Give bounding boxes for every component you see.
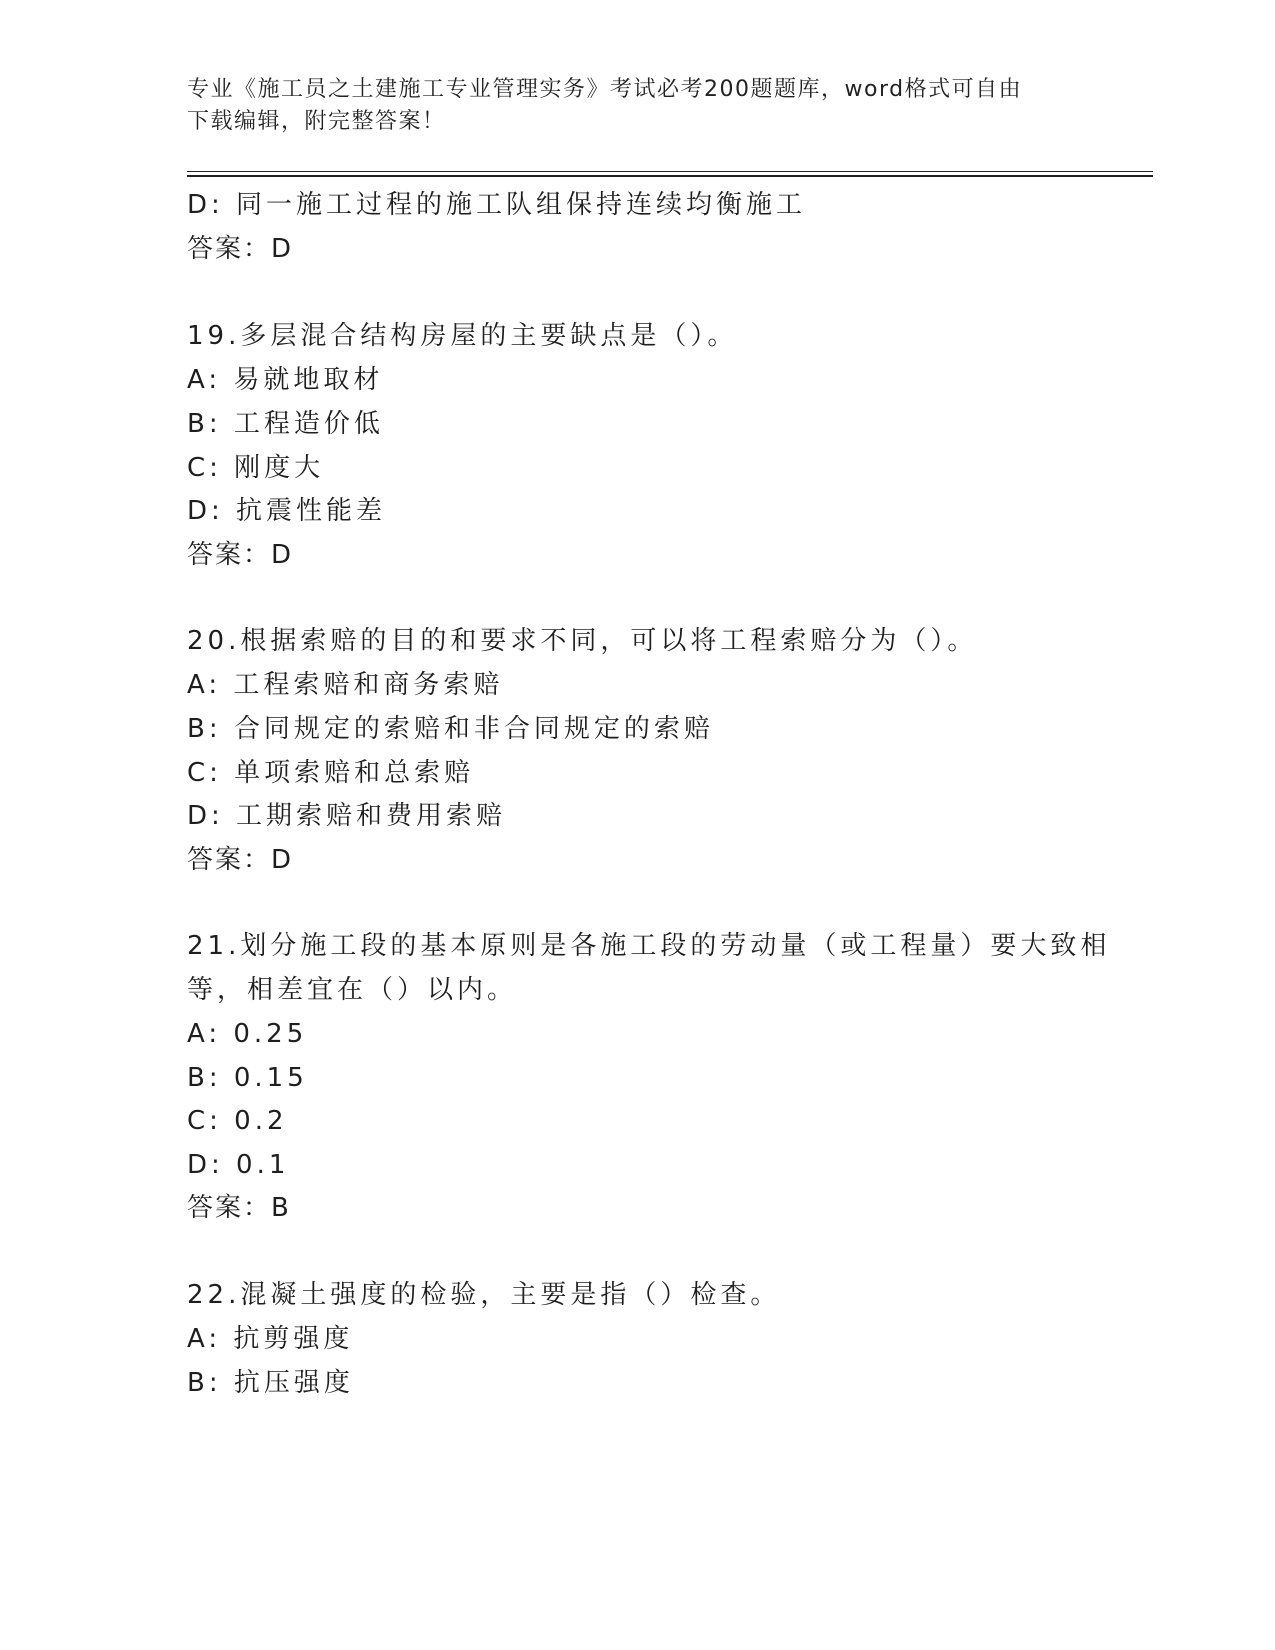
q21-stem-line-2: 等，相差宜在（）以内。 (187, 975, 518, 1005)
document-header (187, 74, 1087, 138)
q19-option-a: A: 易就地取材 (187, 365, 384, 395)
q20-option-b: B: 合同规定的索赔和非合同规定的索赔 (187, 714, 714, 744)
header-line-1: 专业《施工员之土建施工专业管理实务》考试必考200题题库，word格式可自由 (187, 77, 1023, 102)
header-rule-thick (187, 175, 1153, 177)
q20-option-a: A: 工程索赔和商务索赔 (187, 670, 504, 700)
q21-option-a: A: 0.25 (187, 1019, 308, 1049)
q22-stem: 22.混凝土强度的检验，主要是指（）检查。 (187, 1280, 781, 1310)
q20-option-d: D: 工期索赔和费用索赔 (187, 801, 507, 831)
q19-option-b: B: 工程造价低 (187, 409, 384, 439)
prev-answer: 答案：D (187, 234, 294, 264)
q20-stem: 20.根据索赔的目的和要求不同，可以将工程索赔分为（）。 (187, 626, 978, 656)
q21-option-c: C: 0.2 (187, 1106, 288, 1136)
q20-answer: 答案：D (187, 845, 294, 875)
prev-option-d: D: 同一施工过程的施工队组保持连续均衡施工 (187, 190, 807, 220)
q19-answer: 答案：D (187, 540, 294, 570)
q21-stem-line-1: 21.划分施工段的基本原则是各施工段的劳动量（或工程量）要大致相 (187, 931, 1111, 961)
q19-stem: 19.多层混合结构房屋的主要缺点是（）。 (187, 321, 738, 351)
header-rule-thin (187, 171, 1153, 172)
header-line-2: 下载编辑，附完整答案！ (187, 109, 446, 134)
q22-option-a: A: 抗剪强度 (187, 1324, 354, 1354)
q21-option-d: D: 0.1 (187, 1150, 290, 1180)
q22-option-b: B: 抗压强度 (187, 1368, 354, 1398)
q21-answer: 答案：B (187, 1193, 291, 1223)
q21-option-b: B: 0.15 (187, 1063, 308, 1093)
q19-option-d: D: 抗震性能差 (187, 496, 387, 526)
q20-option-c: C: 单项索赔和总索赔 (187, 758, 475, 788)
q19-option-c: C: 刚度大 (187, 453, 325, 483)
